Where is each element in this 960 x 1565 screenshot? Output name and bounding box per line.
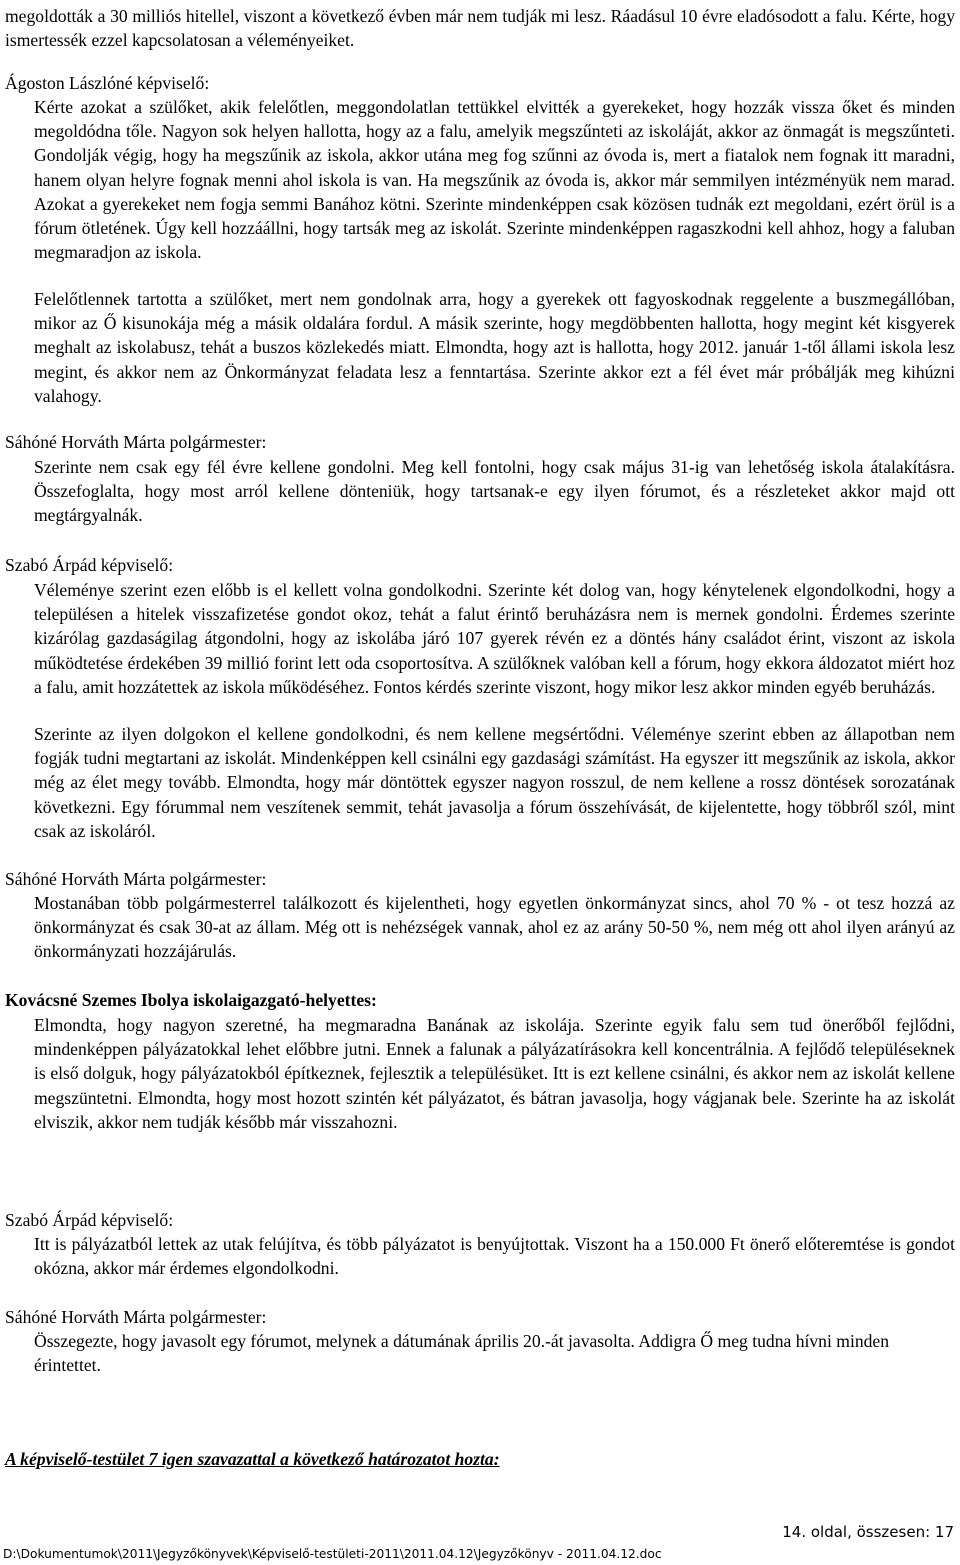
resolution-heading: A képviselő-testület 7 igen szavazattal a következő határozatot hozta: [5,1449,500,1469]
speaker-heading: Kovácsné Szemes Ibolya iskolaigazgató-helyettes: [5,990,377,1010]
paragraph: Mostanában több polgármesterrel találkozott és kijelentheti, hogy egyetlen önkormányzat sincs, ahol 70 % - ot tesz hozzá az önkormányzat és csak 30-at az állam. Még ott is nehézségek vannak, ahol ez az arány 50-50 %, nem még ott ahol ilyen arányú az önkormányzati hozzájárulás. [34,893,955,962]
paragraph: Kérte azokat a szülőket, akik felelőtlen, meggondolatlan tettükkel elvitték a gyerekeket, hogy hozzák vissza őket és minden megoldódna tőle. Nagyon sok helyen hallotta, hogy az a falu, amelyik megszűnteti az iskoláját, akkor az önmagát is megszűnteti. Gondolják végig, hogy ha megszűnik az iskola, akkor utána meg fog szűnni az óvoda is, mert a fiatalok nem fognak itt maradni, hanem olyan helyre fognak menni ahol iskola is van. Ha megszűnik az óvoda is, akkor már semmilyen intézményük nem marad. Azokat a gyerekeket nem fogja semmi Banához kötni. Szerinte mindenképpen csak közösen tudnák ezt megoldani, ezért örül is a fórum ötletének. Úgy kell hozzáállni, hogy tartsák meg az iskolát. Szerinte mindenképpen ragaszkodni kell ahhoz, hogy a faluban megmaradjon az iskola. [34,97,955,263]
paragraph: Elmondta, hogy nagyon szeretné, ha megmaradna Banának az iskolája. Szerinte egyik falu sem tud önerőből fejlődni, mindenképpen pályázatokkal lehet előbbre jutni. Ennek a falunak a pályázatírásokra kell koncentrálnia. A fejlődő településeknek is első dolguk, hogy pályázatokból építkeznek, fejlesztik a településüket. Itt is ezt kellene csinálni, és akkor nem az iskolát kellene megszüntetni. Elmondta, hogy most hozott szintén két pályázatot, és bátran javasolja, hogy vágjanak bele. Szerinte ha az iskolát elviszik, akkor nem tudják később már visszahozni. [34,1015,955,1132]
speaker-heading: Szabó Árpád képviselő: [5,1210,174,1230]
speaker-heading: Szabó Árpád képviselő: [5,555,174,575]
paragraph: Véleménye szerint ezen előbb is el kellett volna gondolkodni. Szerinte két dolog van, hogy kénytelenek elgondolkodni, hogy a településen a hitelek visszafizetése gondot okoz, tehát a falut érintő beruházásra nem is mernek gondolni. Érdemes szerinte kizárólag gazdaságilag átgondolni, hogy az iskolába járó 107 gyerek révén ez a döntés hány családot érint, viszont az iskola működtetése érdekében 39 millió forint lett oda csoportosítva. A szülőknek valóban kell a fórum, hogy ekkora áldozatot miért hoz a falu, amit hozzátettek az iskola működéséhez. Fontos kérdés szerinte viszont, hogy mikor lesz akkor minden egyéb beruházás. [34,580,955,697]
speaker-heading: Sáhóné Horváth Márta polgármester: [5,1307,267,1327]
paragraph: Összegezte, hogy javasolt egy fórumot, melynek a dátumának április 20.-át javasolta. Addigra Ő meg tudna hívni minden érintettet. [34,1331,890,1376]
file-path: D:\Dokumentumok\2011\Jegyzőkönyvek\Képviselő-testületi-2011\2011.04.12\Jegyzőkönyv - 2011.04.12.doc [3,1547,662,1561]
paragraph: Itt is pályázatból lettek az utak felújítva, és több pályázatot is benyújtottak. Viszont ha a 150.000 Ft önerő előteremtése is gondot okózna, akkor már érdemes elgondolkodni. [34,1234,955,1279]
paragraph: Felelőtlennek tartotta a szülőket, mert nem gondolnak arra, hogy a gyerekek ott fagyoskodnak reggelente a buszmegállóban, mikor az Ő kisunokája még a másik oldalára fordul. A másik szerinte, hogy megdöbbenten hallotta, hogy megint két kisgyerek meghalt az iskolabusz, tehát a buszos közlekedés miatt. Elmondta, hogy azt is hallotta, hogy 2012. január 1-től állami iskola lesz megint, és akkor nem az Önkormányzat feladata lesz a fenntartása. Szerinte akkor ezt a fél évet már próbálják meg kihúzni valahogy. [34,289,955,406]
speaker-heading: Ágoston Lászlóné képviselő: [5,73,210,93]
page-number: 14. oldal, összesen: 17 [782,1523,954,1541]
speaker-heading: Sáhóné Horváth Márta polgármester: [5,432,267,452]
paragraph: Szerinte az ilyen dolgokon el kellene gondolkodni, és nem kellene megsértődni. Véleménye szerint ebben az állapotban nem fogják tudni megtartani az iskolát. Mindenképpen kell csinálni egy gazdasági számítást. Ha egyszer itt megszűnik az iskola, akkor még az élet megy tovább. Elmondta, hogy már döntöttek egyszer nagyon rosszul, de nem kellene a rossz döntések sorozatának következni. Egy fórummal nem veszítenek semmit, tehát javasolja a fórum összehívását, de kijelentette, hogy többről szól, mint csak az iskoláról. [34,724,955,841]
paragraph: Szerinte nem csak egy fél évre kellene gondolni. Meg kell fontolni, hogy csak május 31-ig van lehetőség iskola átalakításra. Összefoglalta, hogy most arról kellene dönteniük, hogy tartsanak-e egy ilyen fórumot, és a részleteket akkor majd ott megtárgyalnák. [34,457,955,526]
paragraph: megoldották a 30 milliós hitellel, viszont a következő évben már nem tudják mi lesz. Ráadásul 10 évre eladósodott a falu. Kérte, hogy ismertessék ezzel kapcsolatosan a véleményeiket. [5,6,955,51]
speaker-heading: Sáhóné Horváth Márta polgármester: [5,869,267,889]
